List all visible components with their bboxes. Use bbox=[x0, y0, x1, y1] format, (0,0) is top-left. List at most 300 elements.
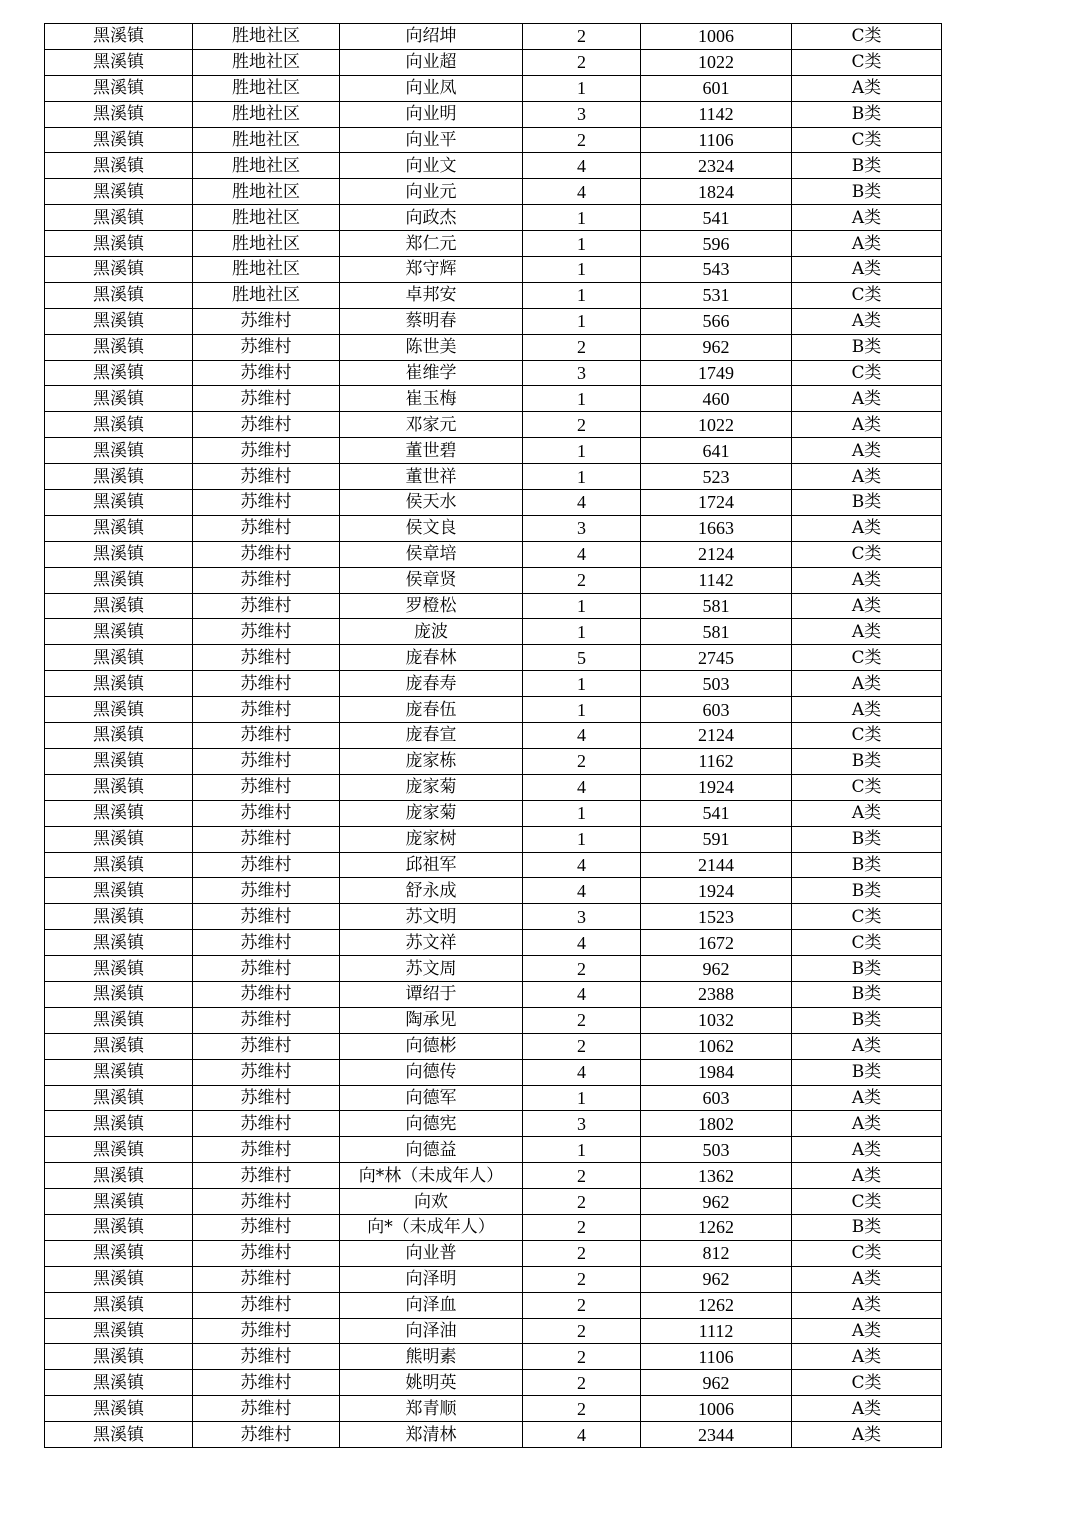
table-row bbox=[45, 464, 942, 490]
village-cell: 苏维村 bbox=[193, 697, 340, 723]
category-cell: B类 bbox=[792, 852, 942, 878]
amount-cell: 1802 bbox=[641, 1111, 792, 1137]
table-row bbox=[45, 826, 942, 852]
name-cell: 向德益 bbox=[340, 1137, 523, 1163]
count-cell: 4 bbox=[523, 852, 641, 878]
village-cell: 苏维村 bbox=[193, 1240, 340, 1266]
name-cell: 苏文明 bbox=[340, 904, 523, 930]
village-cell: 苏维村 bbox=[193, 1266, 340, 1292]
category-cell: C类 bbox=[792, 1189, 942, 1215]
count-cell: 1 bbox=[523, 593, 641, 619]
category-cell: B类 bbox=[792, 1059, 942, 1085]
town-cell: 黑溪镇 bbox=[45, 567, 193, 593]
town-cell: 黑溪镇 bbox=[45, 748, 193, 774]
category-cell: B类 bbox=[792, 1214, 942, 1240]
category-cell: A类 bbox=[792, 1111, 942, 1137]
name-cell: 向业普 bbox=[340, 1240, 523, 1266]
village-cell: 胜地社区 bbox=[193, 75, 340, 101]
count-cell: 4 bbox=[523, 1422, 641, 1448]
name-cell: 谭绍于 bbox=[340, 981, 523, 1007]
amount-cell: 1162 bbox=[641, 748, 792, 774]
table-row bbox=[45, 1059, 942, 1085]
village-cell: 苏维村 bbox=[193, 386, 340, 412]
town-cell: 黑溪镇 bbox=[45, 1033, 193, 1059]
amount-cell: 2144 bbox=[641, 852, 792, 878]
category-cell: B类 bbox=[792, 956, 942, 982]
table-row bbox=[45, 878, 942, 904]
table-row bbox=[45, 231, 942, 257]
name-cell: 向业文 bbox=[340, 153, 523, 179]
table-row bbox=[45, 541, 942, 567]
category-cell: B类 bbox=[792, 334, 942, 360]
village-cell: 苏维村 bbox=[193, 645, 340, 671]
count-cell: 3 bbox=[523, 904, 641, 930]
name-cell: 向德宪 bbox=[340, 1111, 523, 1137]
table-row bbox=[45, 619, 942, 645]
village-cell: 苏维村 bbox=[193, 1163, 340, 1189]
amount-cell: 1724 bbox=[641, 490, 792, 516]
category-cell: A类 bbox=[792, 386, 942, 412]
name-cell: 向业超 bbox=[340, 49, 523, 75]
category-cell: A类 bbox=[792, 412, 942, 438]
amount-cell: 1924 bbox=[641, 878, 792, 904]
amount-cell: 581 bbox=[641, 593, 792, 619]
town-cell: 黑溪镇 bbox=[45, 438, 193, 464]
village-cell: 苏维村 bbox=[193, 1370, 340, 1396]
count-cell: 2 bbox=[523, 412, 641, 438]
table-row bbox=[45, 1033, 942, 1059]
amount-cell: 1262 bbox=[641, 1292, 792, 1318]
town-cell: 黑溪镇 bbox=[45, 800, 193, 826]
town-cell: 黑溪镇 bbox=[45, 1344, 193, 1370]
amount-cell: 2124 bbox=[641, 541, 792, 567]
count-cell: 2 bbox=[523, 567, 641, 593]
town-cell: 黑溪镇 bbox=[45, 334, 193, 360]
count-cell: 3 bbox=[523, 101, 641, 127]
village-cell: 胜地社区 bbox=[193, 205, 340, 231]
count-cell: 2 bbox=[523, 956, 641, 982]
town-cell: 黑溪镇 bbox=[45, 1240, 193, 1266]
category-cell: B类 bbox=[792, 826, 942, 852]
category-cell: A类 bbox=[792, 515, 942, 541]
village-cell: 苏维村 bbox=[193, 1189, 340, 1215]
table-row bbox=[45, 101, 942, 127]
name-cell: 向业平 bbox=[340, 127, 523, 153]
count-cell: 1 bbox=[523, 205, 641, 231]
town-cell: 黑溪镇 bbox=[45, 1318, 193, 1344]
table-row bbox=[45, 49, 942, 75]
table-row bbox=[45, 1422, 942, 1448]
amount-cell: 1106 bbox=[641, 1344, 792, 1370]
name-cell: 向*（未成年人） bbox=[340, 1214, 523, 1240]
category-cell: C类 bbox=[792, 723, 942, 749]
table-body bbox=[45, 24, 942, 1448]
town-cell: 黑溪镇 bbox=[45, 1214, 193, 1240]
count-cell: 1 bbox=[523, 826, 641, 852]
count-cell: 2 bbox=[523, 748, 641, 774]
village-cell: 苏维村 bbox=[193, 930, 340, 956]
town-cell: 黑溪镇 bbox=[45, 308, 193, 334]
town-cell: 黑溪镇 bbox=[45, 153, 193, 179]
table-row bbox=[45, 282, 942, 308]
village-cell: 苏维村 bbox=[193, 1085, 340, 1111]
village-cell: 胜地社区 bbox=[193, 179, 340, 205]
town-cell: 黑溪镇 bbox=[45, 412, 193, 438]
count-cell: 4 bbox=[523, 541, 641, 567]
name-cell: 向业元 bbox=[340, 179, 523, 205]
table-row bbox=[45, 956, 942, 982]
table-row bbox=[45, 153, 942, 179]
name-cell: 姚明英 bbox=[340, 1370, 523, 1396]
town-cell: 黑溪镇 bbox=[45, 619, 193, 645]
town-cell: 黑溪镇 bbox=[45, 515, 193, 541]
table-row bbox=[45, 1344, 942, 1370]
category-cell: C类 bbox=[792, 541, 942, 567]
category-cell: B类 bbox=[792, 1007, 942, 1033]
town-cell: 黑溪镇 bbox=[45, 127, 193, 153]
amount-cell: 1006 bbox=[641, 24, 792, 50]
name-cell: 侯文良 bbox=[340, 515, 523, 541]
table-row bbox=[45, 1318, 942, 1344]
amount-cell: 1362 bbox=[641, 1163, 792, 1189]
village-cell: 苏维村 bbox=[193, 360, 340, 386]
amount-cell: 1112 bbox=[641, 1318, 792, 1344]
village-cell: 胜地社区 bbox=[193, 153, 340, 179]
count-cell: 1 bbox=[523, 671, 641, 697]
amount-cell: 1262 bbox=[641, 1214, 792, 1240]
count-cell: 2 bbox=[523, 1240, 641, 1266]
count-cell: 4 bbox=[523, 878, 641, 904]
count-cell: 1 bbox=[523, 800, 641, 826]
village-cell: 苏维村 bbox=[193, 1059, 340, 1085]
category-cell: C类 bbox=[792, 360, 942, 386]
village-cell: 苏维村 bbox=[193, 438, 340, 464]
village-cell: 苏维村 bbox=[193, 541, 340, 567]
village-cell: 苏维村 bbox=[193, 748, 340, 774]
name-cell: 向欢 bbox=[340, 1189, 523, 1215]
count-cell: 5 bbox=[523, 645, 641, 671]
count-cell: 3 bbox=[523, 360, 641, 386]
town-cell: 黑溪镇 bbox=[45, 205, 193, 231]
table-row bbox=[45, 205, 942, 231]
table-row bbox=[45, 748, 942, 774]
name-cell: 侯章培 bbox=[340, 541, 523, 567]
name-cell: 庞春林 bbox=[340, 645, 523, 671]
town-cell: 黑溪镇 bbox=[45, 852, 193, 878]
village-cell: 苏维村 bbox=[193, 904, 340, 930]
count-cell: 1 bbox=[523, 697, 641, 723]
category-cell: A类 bbox=[792, 231, 942, 257]
table-row bbox=[45, 593, 942, 619]
town-cell: 黑溪镇 bbox=[45, 24, 193, 50]
count-cell: 2 bbox=[523, 1266, 641, 1292]
amount-cell: 603 bbox=[641, 697, 792, 723]
amount-cell: 541 bbox=[641, 800, 792, 826]
name-cell: 庞家栋 bbox=[340, 748, 523, 774]
amount-cell: 460 bbox=[641, 386, 792, 412]
amount-cell: 1924 bbox=[641, 774, 792, 800]
village-cell: 苏维村 bbox=[193, 567, 340, 593]
village-cell: 胜地社区 bbox=[193, 101, 340, 127]
town-cell: 黑溪镇 bbox=[45, 464, 193, 490]
name-cell: 董世祥 bbox=[340, 464, 523, 490]
town-cell: 黑溪镇 bbox=[45, 1007, 193, 1033]
count-cell: 2 bbox=[523, 1033, 641, 1059]
village-cell: 苏维村 bbox=[193, 490, 340, 516]
town-cell: 黑溪镇 bbox=[45, 1292, 193, 1318]
amount-cell: 962 bbox=[641, 334, 792, 360]
town-cell: 黑溪镇 bbox=[45, 360, 193, 386]
table-row bbox=[45, 1214, 942, 1240]
name-cell: 庞波 bbox=[340, 619, 523, 645]
count-cell: 4 bbox=[523, 981, 641, 1007]
category-cell: C类 bbox=[792, 127, 942, 153]
village-cell: 苏维村 bbox=[193, 800, 340, 826]
amount-cell: 543 bbox=[641, 257, 792, 283]
village-cell: 苏维村 bbox=[193, 956, 340, 982]
amount-cell: 641 bbox=[641, 438, 792, 464]
count-cell: 2 bbox=[523, 1007, 641, 1033]
name-cell: 邱祖军 bbox=[340, 852, 523, 878]
name-cell: 邓家元 bbox=[340, 412, 523, 438]
amount-cell: 601 bbox=[641, 75, 792, 101]
count-cell: 2 bbox=[523, 24, 641, 50]
village-cell: 苏维村 bbox=[193, 1318, 340, 1344]
town-cell: 黑溪镇 bbox=[45, 386, 193, 412]
category-cell: A类 bbox=[792, 1318, 942, 1344]
amount-cell: 1006 bbox=[641, 1396, 792, 1422]
town-cell: 黑溪镇 bbox=[45, 490, 193, 516]
amount-cell: 596 bbox=[641, 231, 792, 257]
table-row bbox=[45, 981, 942, 1007]
table-row bbox=[45, 1292, 942, 1318]
count-cell: 1 bbox=[523, 257, 641, 283]
town-cell: 黑溪镇 bbox=[45, 179, 193, 205]
amount-cell: 523 bbox=[641, 464, 792, 490]
category-cell: C类 bbox=[792, 49, 942, 75]
town-cell: 黑溪镇 bbox=[45, 49, 193, 75]
amount-cell: 1824 bbox=[641, 179, 792, 205]
name-cell: 苏文祥 bbox=[340, 930, 523, 956]
village-cell: 苏维村 bbox=[193, 619, 340, 645]
name-cell: 郑青顺 bbox=[340, 1396, 523, 1422]
name-cell: 舒永成 bbox=[340, 878, 523, 904]
village-cell: 苏维村 bbox=[193, 308, 340, 334]
category-cell: A类 bbox=[792, 1085, 942, 1111]
amount-cell: 581 bbox=[641, 619, 792, 645]
town-cell: 黑溪镇 bbox=[45, 1422, 193, 1448]
table-row bbox=[45, 334, 942, 360]
table-row bbox=[45, 360, 942, 386]
count-cell: 1 bbox=[523, 464, 641, 490]
name-cell: 侯章贤 bbox=[340, 567, 523, 593]
table-row bbox=[45, 723, 942, 749]
town-cell: 黑溪镇 bbox=[45, 930, 193, 956]
count-cell: 2 bbox=[523, 49, 641, 75]
category-cell: A类 bbox=[792, 1292, 942, 1318]
category-cell: A类 bbox=[792, 1033, 942, 1059]
amount-cell: 1062 bbox=[641, 1033, 792, 1059]
count-cell: 1 bbox=[523, 308, 641, 334]
village-cell: 胜地社区 bbox=[193, 231, 340, 257]
town-cell: 黑溪镇 bbox=[45, 981, 193, 1007]
category-cell: B类 bbox=[792, 153, 942, 179]
name-cell: 向泽油 bbox=[340, 1318, 523, 1344]
count-cell: 1 bbox=[523, 1085, 641, 1111]
count-cell: 2 bbox=[523, 1214, 641, 1240]
name-cell: 庞家树 bbox=[340, 826, 523, 852]
table-row bbox=[45, 852, 942, 878]
table-row bbox=[45, 800, 942, 826]
category-cell: B类 bbox=[792, 179, 942, 205]
count-cell: 4 bbox=[523, 153, 641, 179]
amount-cell: 503 bbox=[641, 671, 792, 697]
category-cell: C类 bbox=[792, 1370, 942, 1396]
amount-cell: 1749 bbox=[641, 360, 792, 386]
town-cell: 黑溪镇 bbox=[45, 1137, 193, 1163]
amount-cell: 962 bbox=[641, 1266, 792, 1292]
category-cell: C类 bbox=[792, 24, 942, 50]
name-cell: 庞家菊 bbox=[340, 800, 523, 826]
table-row bbox=[45, 490, 942, 516]
amount-cell: 2344 bbox=[641, 1422, 792, 1448]
village-cell: 胜地社区 bbox=[193, 282, 340, 308]
table-row bbox=[45, 515, 942, 541]
amount-cell: 2745 bbox=[641, 645, 792, 671]
table-row bbox=[45, 412, 942, 438]
category-cell: A类 bbox=[792, 1344, 942, 1370]
category-cell: C类 bbox=[792, 930, 942, 956]
name-cell: 郑仁元 bbox=[340, 231, 523, 257]
count-cell: 4 bbox=[523, 723, 641, 749]
name-cell: 卓邦安 bbox=[340, 282, 523, 308]
amount-cell: 1142 bbox=[641, 567, 792, 593]
name-cell: 熊明素 bbox=[340, 1344, 523, 1370]
amount-cell: 1022 bbox=[641, 49, 792, 75]
category-cell: A类 bbox=[792, 257, 942, 283]
town-cell: 黑溪镇 bbox=[45, 1085, 193, 1111]
category-cell: A类 bbox=[792, 567, 942, 593]
table-row bbox=[45, 567, 942, 593]
village-cell: 苏维村 bbox=[193, 852, 340, 878]
amount-cell: 2324 bbox=[641, 153, 792, 179]
amount-cell: 962 bbox=[641, 956, 792, 982]
count-cell: 4 bbox=[523, 490, 641, 516]
name-cell: 庞春寿 bbox=[340, 671, 523, 697]
amount-cell: 1523 bbox=[641, 904, 792, 930]
category-cell: B类 bbox=[792, 490, 942, 516]
name-cell: 崔玉梅 bbox=[340, 386, 523, 412]
table-row bbox=[45, 1370, 942, 1396]
name-cell: 向德军 bbox=[340, 1085, 523, 1111]
table-row bbox=[45, 24, 942, 50]
town-cell: 黑溪镇 bbox=[45, 826, 193, 852]
table-row bbox=[45, 438, 942, 464]
village-cell: 苏维村 bbox=[193, 1007, 340, 1033]
count-cell: 2 bbox=[523, 1189, 641, 1215]
category-cell: B类 bbox=[792, 981, 942, 1007]
amount-cell: 962 bbox=[641, 1370, 792, 1396]
name-cell: 蔡明春 bbox=[340, 308, 523, 334]
table-row bbox=[45, 645, 942, 671]
count-cell: 2 bbox=[523, 1163, 641, 1189]
count-cell: 1 bbox=[523, 386, 641, 412]
table-row bbox=[45, 1163, 942, 1189]
name-cell: 郑守辉 bbox=[340, 257, 523, 283]
amount-cell: 1663 bbox=[641, 515, 792, 541]
table-row bbox=[45, 179, 942, 205]
table-row bbox=[45, 308, 942, 334]
category-cell: C类 bbox=[792, 1240, 942, 1266]
town-cell: 黑溪镇 bbox=[45, 1266, 193, 1292]
count-cell: 2 bbox=[523, 1396, 641, 1422]
name-cell: 庞家菊 bbox=[340, 774, 523, 800]
count-cell: 2 bbox=[523, 1370, 641, 1396]
name-cell: 董世碧 bbox=[340, 438, 523, 464]
village-cell: 苏维村 bbox=[193, 593, 340, 619]
village-cell: 苏维村 bbox=[193, 464, 340, 490]
village-cell: 苏维村 bbox=[193, 412, 340, 438]
amount-cell: 812 bbox=[641, 1240, 792, 1266]
name-cell: 向绍坤 bbox=[340, 24, 523, 50]
table-row bbox=[45, 1111, 942, 1137]
table-row bbox=[45, 1085, 942, 1111]
village-cell: 胜地社区 bbox=[193, 49, 340, 75]
category-cell: A类 bbox=[792, 464, 942, 490]
name-cell: 向泽明 bbox=[340, 1266, 523, 1292]
category-cell: A类 bbox=[792, 671, 942, 697]
amount-cell: 1142 bbox=[641, 101, 792, 127]
count-cell: 3 bbox=[523, 1111, 641, 1137]
village-cell: 苏维村 bbox=[193, 1137, 340, 1163]
table-row bbox=[45, 1396, 942, 1422]
table-row bbox=[45, 75, 942, 101]
name-cell: 庞春宣 bbox=[340, 723, 523, 749]
town-cell: 黑溪镇 bbox=[45, 1396, 193, 1422]
village-cell: 苏维村 bbox=[193, 878, 340, 904]
village-cell: 胜地社区 bbox=[193, 257, 340, 283]
amount-cell: 503 bbox=[641, 1137, 792, 1163]
count-cell: 2 bbox=[523, 1344, 641, 1370]
name-cell: 向德传 bbox=[340, 1059, 523, 1085]
table-row bbox=[45, 1007, 942, 1033]
count-cell: 2 bbox=[523, 127, 641, 153]
category-cell: A类 bbox=[792, 1266, 942, 1292]
count-cell: 1 bbox=[523, 438, 641, 464]
category-cell: A类 bbox=[792, 1137, 942, 1163]
category-cell: B类 bbox=[792, 101, 942, 127]
name-cell: 向德彬 bbox=[340, 1033, 523, 1059]
town-cell: 黑溪镇 bbox=[45, 1370, 193, 1396]
village-cell: 苏维村 bbox=[193, 1396, 340, 1422]
amount-cell: 2124 bbox=[641, 723, 792, 749]
town-cell: 黑溪镇 bbox=[45, 1189, 193, 1215]
town-cell: 黑溪镇 bbox=[45, 904, 193, 930]
name-cell: 罗橙松 bbox=[340, 593, 523, 619]
table-row bbox=[45, 1240, 942, 1266]
amount-cell: 1672 bbox=[641, 930, 792, 956]
amount-cell: 531 bbox=[641, 282, 792, 308]
table-row bbox=[45, 671, 942, 697]
amount-cell: 591 bbox=[641, 826, 792, 852]
name-cell: 陶承见 bbox=[340, 1007, 523, 1033]
name-cell: 向业凤 bbox=[340, 75, 523, 101]
town-cell: 黑溪镇 bbox=[45, 101, 193, 127]
village-cell: 苏维村 bbox=[193, 515, 340, 541]
village-cell: 苏维村 bbox=[193, 671, 340, 697]
category-cell: A类 bbox=[792, 800, 942, 826]
village-cell: 苏维村 bbox=[193, 334, 340, 360]
